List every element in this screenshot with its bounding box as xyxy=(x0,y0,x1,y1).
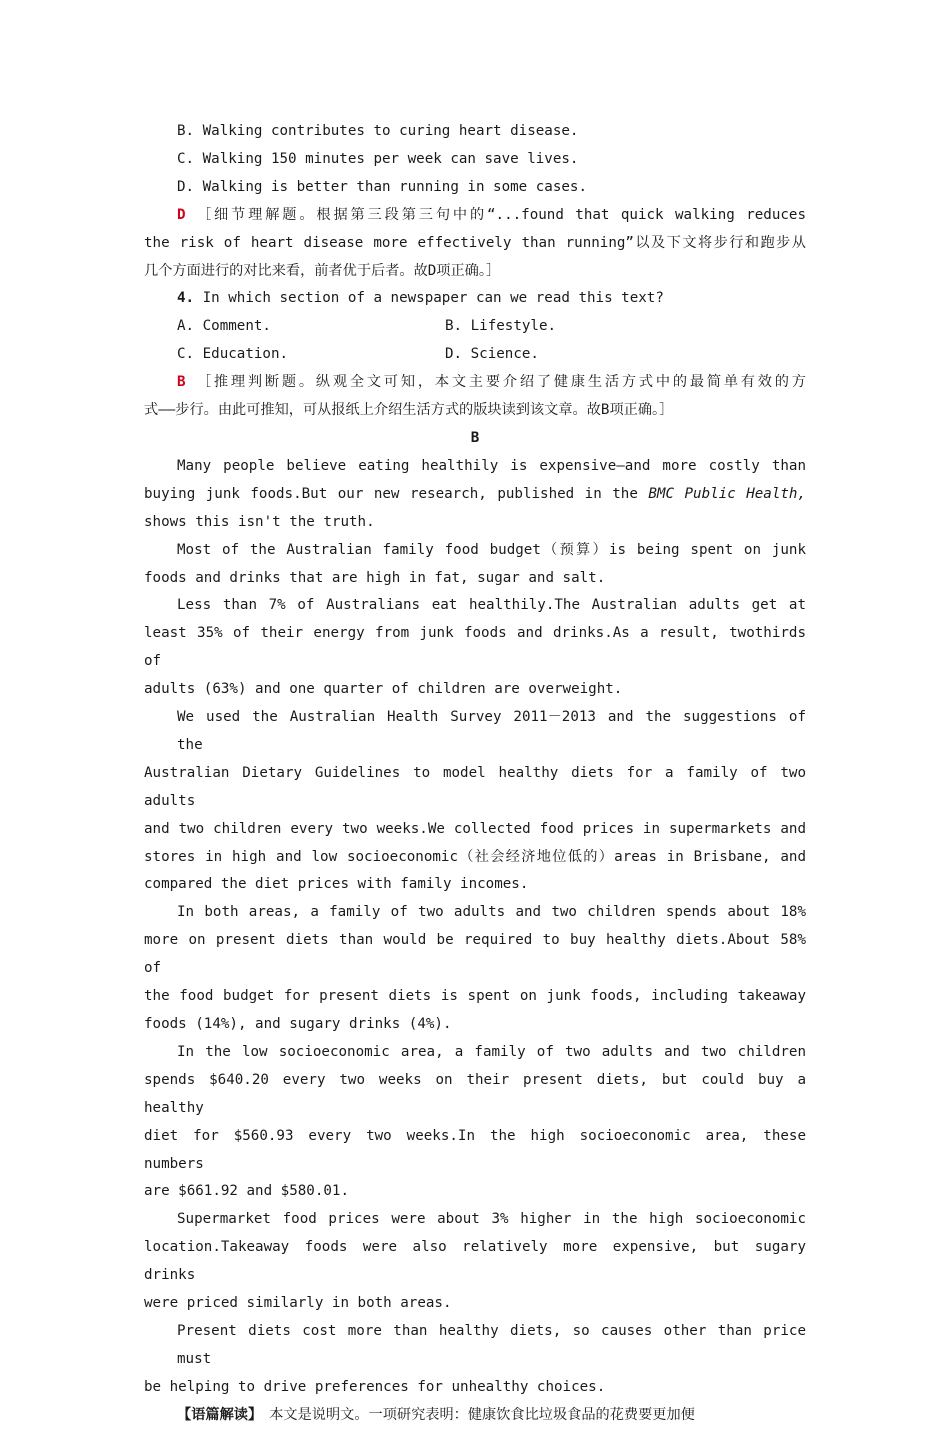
passage-p5-line1: In both areas, a family of two adults and two children spends about 18% xyxy=(177,904,806,921)
q4-option-b: B. Lifestyle. xyxy=(445,318,557,335)
passage-p5-line4: foods (14%), and sugary drinks (4%). xyxy=(144,1016,452,1032)
passage-p4-line3: and two children every two weeks.We collected food prices in supermarkets and xyxy=(144,820,806,837)
q3-explanation-line3: 几个方面进行的对比来看，前者优于后者。故D项正确。］ xyxy=(144,262,501,279)
passage-p4-line1: We used the Australian Health Survey 2011－2013 and the suggestions of the xyxy=(177,709,806,753)
q3-explanation-line2: the risk of heart disease more effectively than running”以及下文将步行和跑步从 xyxy=(144,234,806,251)
q4-stem xyxy=(144,285,806,313)
q3-option-c: C. Walking 150 minutes per week can save lives. xyxy=(177,150,579,167)
passage-p6-line3: diet for $560.93 every two weeks.In the high socioeconomic area, these numbers xyxy=(144,1127,806,1172)
q4-options-row2 xyxy=(144,341,806,369)
passage-p7-line3: were priced similarly in both areas. xyxy=(144,1295,452,1312)
q4-stem-text: In which section of a newspaper can we read this text? xyxy=(194,290,664,307)
q3-answer-letter: D xyxy=(177,206,186,223)
passage-p4-line4: stores in high and low socioeconomic（社会经济地位低的）areas in Brisbane, and xyxy=(144,848,806,865)
passage-p3-line1: Less than 7% of Australians eat healthily.The Australian adults get at xyxy=(177,597,806,614)
passage-p2-line1: Most of the Australian family food budget（预算）is being spent on junk xyxy=(177,541,806,558)
q4-option-c: C. Education. xyxy=(177,346,289,363)
q4-answer-letter: B xyxy=(177,374,186,391)
passage-p3-line2: least 35% of their energy from junk foods and drinks.As a result, twothirds of xyxy=(144,625,806,670)
passage-p4-line2: Australian Dietary Guidelines to model healthy diets for a family of two adults xyxy=(144,764,806,809)
analysis-label: 【语篇解读】 xyxy=(177,1406,256,1423)
passage-p6-line1: In the low socioeconomic area, a family of two adults and two children xyxy=(177,1043,806,1060)
q3-explanation-line1 xyxy=(144,202,806,230)
section-b-title: B xyxy=(470,429,480,446)
passage-p1-line2-text: buying junk foods.But our new research, published in the xyxy=(144,485,649,502)
passage-p1-line3: shows this isn't the truth. xyxy=(144,513,375,530)
passage-p7-line1: Supermarket food prices were about 3% higher in the high socioeconomic xyxy=(177,1211,806,1228)
analysis-line xyxy=(144,1402,806,1430)
q3-explanation-text1: ［细节理解题。根据第三段第三句中的“...found that quick walking reduces xyxy=(196,206,806,223)
passage-p7-line2: location.Takeaway foods were also relatively more expensive, but sugary drinks xyxy=(144,1239,806,1284)
q4-explanation-text1: ［推理判断题。纵观全文可知，本文主要介绍了健康生活方式中的最简单有效的方 xyxy=(196,374,806,391)
journal-name: BMC Public Health, xyxy=(648,485,806,502)
passage-p8-line1: Present diets cost more than healthy diets, so causes other than price must xyxy=(177,1322,806,1367)
passage-p1-line1: Many people believe eating healthily is expensive—and more costly than xyxy=(177,457,806,474)
q4-explanation-line1 xyxy=(144,369,806,397)
q4-option-a: A. Comment. xyxy=(177,318,271,335)
passage-p8-line2: be helping to drive preferences for unhealthy choices. xyxy=(144,1378,606,1395)
q4-options-row1 xyxy=(144,313,806,341)
passage-p6-line4: are $661.92 and $580.01. xyxy=(144,1183,349,1200)
passage-p1-line2 xyxy=(144,481,806,509)
q4-option-d: D. Science. xyxy=(445,346,539,363)
passage-p5-line3: the food budget for present diets is spent on junk foods, including takeaway xyxy=(144,988,806,1005)
passage-p4-line5: compared the diet prices with family incomes. xyxy=(144,876,529,893)
q4-explanation-line2: 式——步行。由此可推知，可从报纸上介绍生活方式的版块读到该文章。故B项正确。］ xyxy=(144,402,674,419)
q3-option-d: D. Walking is better than running in some cases. xyxy=(177,178,587,195)
q3-option-b: B. Walking contributes to curing heart disease. xyxy=(177,123,579,139)
passage-p5-line2: more on present diets than would be required to buy healthy diets.About 58% of xyxy=(144,932,806,977)
document-page xyxy=(144,118,806,1430)
passage-p2-line2: foods and drinks that are high in fat, sugar and salt. xyxy=(144,569,606,586)
passage-p6-line2: spends $640.20 every two weeks on their present diets, but could buy a healthy xyxy=(144,1071,806,1116)
analysis-text: 本文是说明文。一项研究表明：健康饮食比垃圾食品的花费要更加便 xyxy=(255,1406,695,1423)
q4-number: 4. xyxy=(177,290,195,307)
passage-p3-line3: adults (63%) and one quarter of children are overweight. xyxy=(144,681,623,698)
